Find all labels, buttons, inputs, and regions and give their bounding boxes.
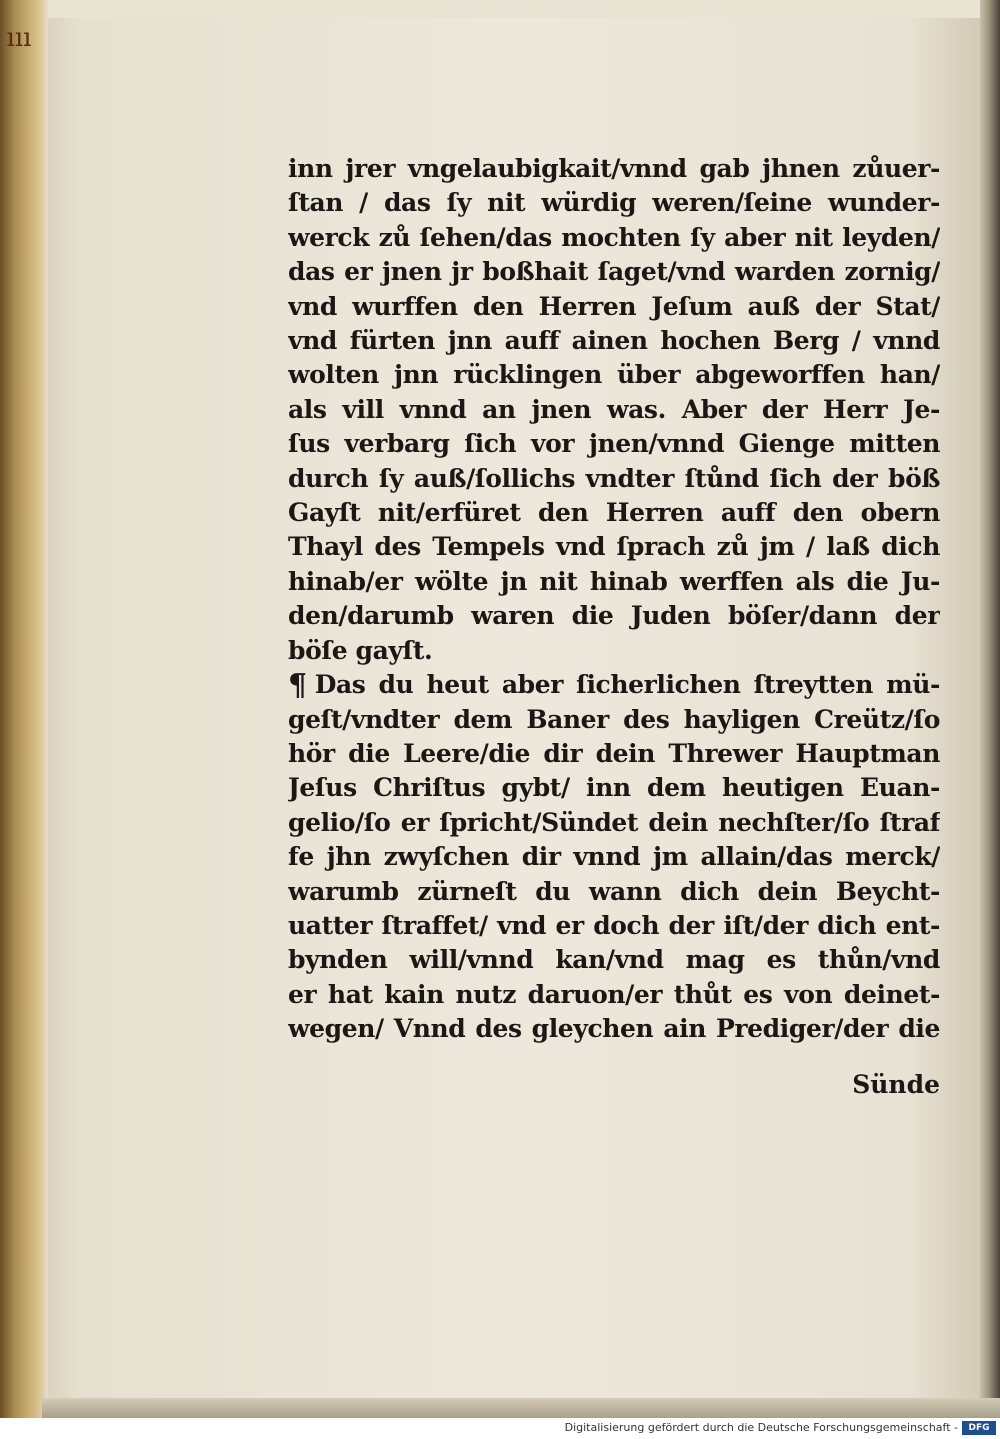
text-line: Gayſt nit/erfüret den Herren auff den obern xyxy=(288,498,940,528)
text-line: fe jhn zwyſchen dir vnnd jm allain/das merck/ xyxy=(288,842,940,872)
text-line: ſus verbarg ſich vor jnen/vnnd Gienge mitten xyxy=(288,429,940,459)
text-line: hör die Leere/die dir dein Threwer Hauptman xyxy=(288,738,940,768)
text-line: geſt/vndter dem Baner des hayligen Creütz/ſo xyxy=(288,704,940,734)
page-bottom-edge xyxy=(42,1398,1000,1418)
paragraph-start-line xyxy=(288,668,940,702)
book-gutter xyxy=(0,0,48,1418)
funding-notice: Digitalisierung gefördert durch die Deutsche Forschungsgemeinschaft - xyxy=(564,1421,958,1434)
text-line: er hat kain nutz daruon/er thůt es von deinet- xyxy=(288,979,940,1009)
text-line: inn jrer vngelaubigkait/vnnd gab jhnen zůuer- xyxy=(288,154,940,183)
text-line: das er jnen jr boßhait ſaget/vnd warden zornig/ xyxy=(288,257,940,287)
text-line: hinab/er wölte jn nit hinab werffen als die Ju- xyxy=(288,566,940,596)
text-line: uatter ſtraffet/ vnd er doch der iſt/der dich ent- xyxy=(288,910,940,940)
text-line: wegen/ Vnnd des gleychen ain Prediger/der die xyxy=(288,1014,940,1044)
text-line: den/darumb waren die Juden böſer/dann der xyxy=(288,601,940,631)
text-line: als vill vnnd an jnen was. Aber der Herr Je- xyxy=(288,394,940,424)
text-line: Das du heut aber ſicherlichen ſtreytten mü- xyxy=(314,670,940,700)
footer-bar xyxy=(0,1418,1000,1439)
text-line: vnd fürten jnn auff ainen hochen Berg / vnnd xyxy=(288,326,940,356)
text-line: vnd wurffen den Herren Jeſum auß der Stat/ xyxy=(288,291,940,321)
dfg-logo: DFG xyxy=(962,1421,996,1435)
text-line: bynden will/vnnd kan/vnd mag es thůn/vnd xyxy=(288,945,940,975)
text-line: gelio/ſo er ſpricht/Sündet dein nechſter/ſo ſtraf xyxy=(288,807,940,837)
text-line: werck zů ſehen/das mochten ſy aber nit leyden/ xyxy=(288,222,940,252)
text-line: warumb zürneſt du wann dich dein Beycht- xyxy=(288,876,940,906)
catchword: Sünde xyxy=(852,1070,940,1099)
text-line: Thayl des Tempels vnd ſprach zů jm / laß dich xyxy=(288,532,940,562)
text-line: böſe gayſt. xyxy=(288,635,433,665)
text-line: durch ſy auß/ſollichs vndter ſtůnd ſich der böß xyxy=(288,463,940,493)
pilcrow-icon: ¶ xyxy=(288,668,307,703)
text-line: Jeſus Chriſtus gybt/ inn dem heutigen Euan- xyxy=(288,773,940,803)
page-right-edge xyxy=(980,0,1000,1418)
text-line: wolten jnn rücklingen über abgeworffen han/ xyxy=(288,360,940,390)
gutter-mark: ııı xyxy=(6,23,32,53)
body-text xyxy=(288,152,940,1047)
text-line: ſtan / das ſy nit würdig weren/ſeine wunder- xyxy=(288,188,940,218)
